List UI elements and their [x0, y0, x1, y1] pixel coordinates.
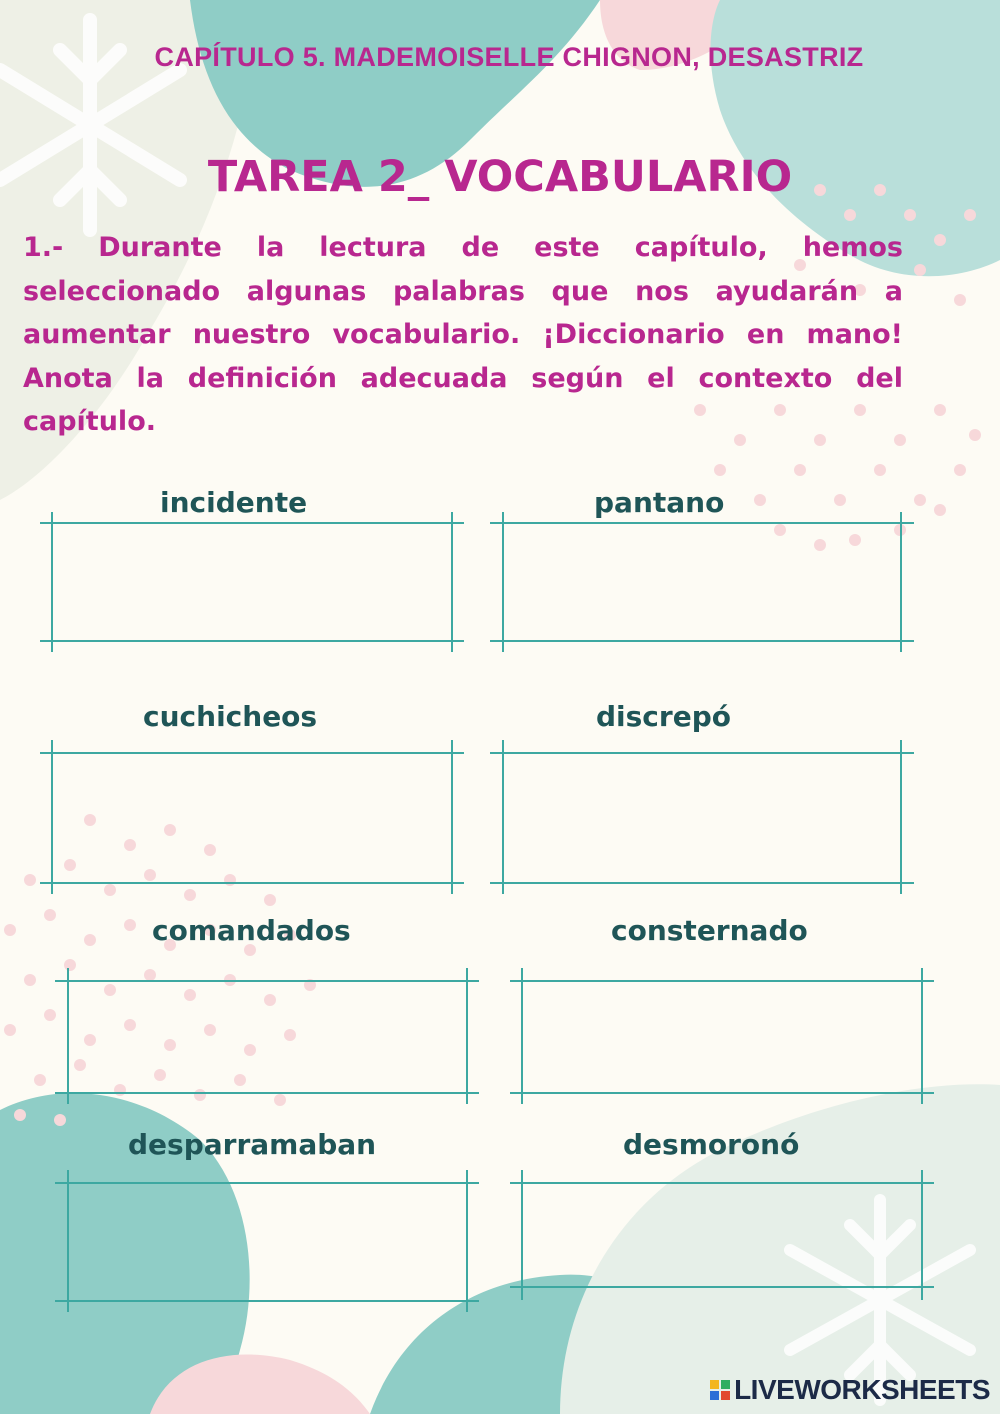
box-line: [40, 640, 464, 642]
box-line: [921, 968, 923, 1104]
answer-box-comandados[interactable]: [55, 968, 479, 1104]
box-line: [521, 1170, 523, 1300]
answer-box-consternado[interactable]: [510, 968, 934, 1104]
vocab-word-pantano: pantano: [594, 486, 725, 519]
answer-box-desparramaban[interactable]: [55, 1170, 479, 1312]
box-line: [451, 740, 453, 894]
task-title: TAREA 2_ VOCABULARIO: [207, 152, 793, 202]
box-line: [51, 740, 53, 894]
answer-box-desmorono[interactable]: [510, 1170, 934, 1300]
answer-box-discrepo[interactable]: [490, 740, 914, 894]
vocab-word-consternado: consternado: [611, 914, 808, 947]
box-line: [510, 1092, 934, 1094]
answer-input-consternado[interactable]: [524, 982, 920, 1090]
chapter-title: CAPÍTULO 5. MADEMOISELLE CHIGNON, DESASTRIZ: [154, 42, 864, 72]
box-line: [451, 512, 453, 652]
box-line: [55, 1092, 479, 1094]
box-line: [900, 740, 902, 894]
answer-box-pantano[interactable]: [490, 512, 914, 652]
answer-input-incidente[interactable]: [54, 526, 450, 638]
box-line: [51, 512, 53, 652]
vocab-word-desparramaban: desparramaban: [128, 1128, 377, 1161]
answer-input-comandados[interactable]: [69, 982, 465, 1090]
vocab-word-discrepo: discrepó: [596, 700, 731, 733]
box-line: [490, 640, 914, 642]
box-line: [921, 1170, 923, 1300]
vocab-word-cuchicheos: cuchicheos: [143, 700, 318, 733]
liveworksheets-logo-text: LIVEWORKSHEETS: [734, 1374, 990, 1405]
box-line: [900, 512, 902, 652]
vocab-word-comandados: comandados: [152, 914, 351, 947]
box-line: [40, 882, 464, 884]
vocab-word-desmorono: desmoronó: [623, 1128, 800, 1161]
instructions-text: 1.- Durante la lectura de este capítulo, hemos seleccionado algunas palabras que nos ayudarán a aumentar nuestro vocabulario. ¡Diccionario en mano! Anota la definición adecuada según el contexto del capítulo.: [23, 232, 903, 437]
box-line: [40, 522, 464, 524]
answer-box-cuchicheos[interactable]: [40, 740, 464, 894]
answer-input-discrepo[interactable]: [504, 754, 900, 880]
box-line: [521, 968, 523, 1104]
answer-input-cuchicheos[interactable]: [54, 754, 450, 880]
box-line: [55, 1300, 479, 1302]
box-line: [466, 968, 468, 1104]
answer-box-incidente[interactable]: [40, 512, 464, 652]
liveworksheets-logo-icon: [710, 1380, 730, 1400]
answer-input-desparramaban[interactable]: [69, 1184, 465, 1298]
liveworksheets-logo: [710, 1374, 990, 1406]
answer-input-desmorono[interactable]: [524, 1184, 920, 1286]
vocab-word-incidente: incidente: [160, 486, 308, 519]
box-line: [466, 1170, 468, 1312]
box-line: [490, 522, 914, 524]
box-line: [510, 1286, 934, 1288]
box-line: [490, 882, 914, 884]
answer-input-pantano[interactable]: [504, 526, 900, 638]
